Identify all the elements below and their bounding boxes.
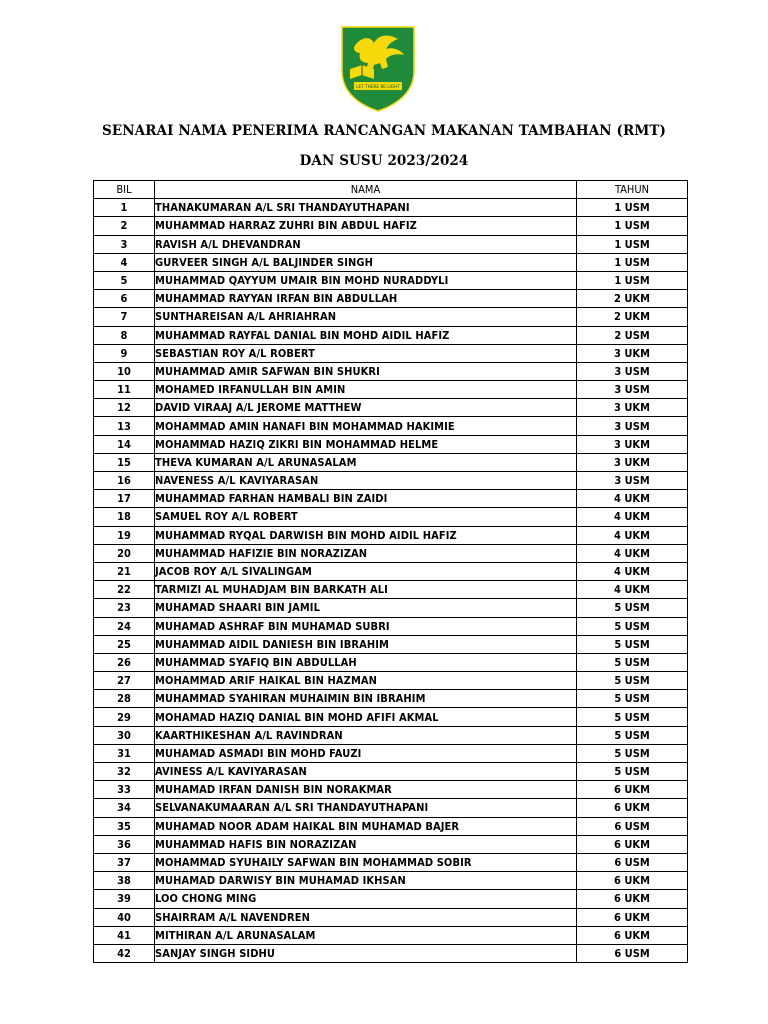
student-year: 5 USM	[577, 690, 688, 708]
student-year: 1 USM	[577, 199, 688, 217]
student-year: 5 USM	[577, 708, 688, 726]
table-row	[94, 562, 688, 580]
row-number: 8	[94, 326, 155, 344]
row-number: 18	[94, 508, 155, 526]
student-name: MUHAMMAD RAYFAL DANIAL BIN MOHD AIDIL HAFIZ	[155, 326, 577, 344]
student-name: SAMUEL ROY A/L ROBERT	[155, 508, 577, 526]
student-year: 6 UKM	[577, 835, 688, 853]
student-name: MUHAMMAD HARRAZ ZUHRI BIN ABDUL HAFIZ	[155, 217, 577, 235]
table-row	[94, 635, 688, 653]
student-year: 4 UKM	[577, 581, 688, 599]
student-name: MUHAMAD DARWISY BIN MUHAMAD IKHSAN	[155, 872, 577, 890]
table-row	[94, 290, 688, 308]
row-number: 21	[94, 562, 155, 580]
row-number: 37	[94, 853, 155, 871]
table-row	[94, 726, 688, 744]
student-name: SELVANAKUMAARAN A/L SRI THANDAYUTHAPANI	[155, 799, 577, 817]
student-year: 1 USM	[577, 217, 688, 235]
student-year: 3 UKM	[577, 399, 688, 417]
table-row	[94, 326, 688, 344]
student-name: MUHAMMAD RYQAL DARWISH BIN MOHD AIDIL HAFIZ	[155, 526, 577, 544]
row-number: 20	[94, 544, 155, 562]
student-year: 3 UKM	[577, 435, 688, 453]
student-name: MUHAMMAD SYAFIQ BIN ABDULLAH	[155, 653, 577, 671]
table-row	[94, 381, 688, 399]
student-name: KAARTHIKESHAN A/L RAVINDRAN	[155, 726, 577, 744]
student-year: 3 USM	[577, 472, 688, 490]
row-number: 40	[94, 908, 155, 926]
table-row	[94, 872, 688, 890]
student-name: NAVENESS A/L KAVIYARASAN	[155, 472, 577, 490]
row-number: 24	[94, 617, 155, 635]
table-body	[94, 199, 688, 963]
row-number: 32	[94, 763, 155, 781]
student-year: 4 UKM	[577, 508, 688, 526]
student-year: 2 UKM	[577, 308, 688, 326]
table-row	[94, 835, 688, 853]
student-year: 5 USM	[577, 744, 688, 762]
column-header-nama: NAMA	[155, 181, 577, 199]
row-number: 30	[94, 726, 155, 744]
document-title: SENARAI NAMA PENERIMA RANCANGAN MAKANAN TAMBAHAN (RMT)	[101, 123, 667, 139]
student-name: SUNTHAREISAN A/L AHRIAHRAN	[155, 308, 577, 326]
column-header-bil: BIL	[94, 181, 155, 199]
row-number: 15	[94, 453, 155, 471]
row-number: 41	[94, 926, 155, 944]
student-name: RAVISH A/L DHEVANDRAN	[155, 235, 577, 253]
table-row	[94, 544, 688, 562]
row-number: 12	[94, 399, 155, 417]
table-row	[94, 817, 688, 835]
student-name: THANAKUMARAN A/L SRI THANDAYUTHAPANI	[155, 199, 577, 217]
row-number: 28	[94, 690, 155, 708]
student-name: GURVEER SINGH A/L BALJINDER SINGH	[155, 253, 577, 271]
row-number: 11	[94, 381, 155, 399]
row-number: 39	[94, 890, 155, 908]
table-row	[94, 308, 688, 326]
student-year: 6 UKM	[577, 908, 688, 926]
row-number: 31	[94, 744, 155, 762]
row-number: 16	[94, 472, 155, 490]
student-year: 3 UKM	[577, 344, 688, 362]
table-row	[94, 781, 688, 799]
table-row	[94, 235, 688, 253]
row-number: 10	[94, 362, 155, 380]
table-row	[94, 672, 688, 690]
student-name: MOHAMAD HAZIQ DANIAL BIN MOHD AFIFI AKMAL	[155, 708, 577, 726]
row-number: 3	[94, 235, 155, 253]
row-number: 27	[94, 672, 155, 690]
document-subtitle: DAN SUSU 2023/2024	[299, 153, 469, 169]
table-row	[94, 944, 688, 962]
row-number: 9	[94, 344, 155, 362]
student-year: 6 UKM	[577, 781, 688, 799]
table-row	[94, 890, 688, 908]
student-year: 3 USM	[577, 362, 688, 380]
student-year: 6 UKM	[577, 872, 688, 890]
student-name: MUHAMAD ASMADI BIN MOHD FAUZI	[155, 744, 577, 762]
row-number: 7	[94, 308, 155, 326]
student-name: MUHAMAD IRFAN DANISH BIN NORAKMAR	[155, 781, 577, 799]
student-year: 4 UKM	[577, 562, 688, 580]
student-year: 6 UKM	[577, 799, 688, 817]
table-row	[94, 199, 688, 217]
table-row	[94, 435, 688, 453]
student-year: 1 USM	[577, 271, 688, 289]
row-number: 5	[94, 271, 155, 289]
student-name: MUHAMMAD SYAHIRAN MUHAIMIN BIN IBRAHIM	[155, 690, 577, 708]
row-number: 4	[94, 253, 155, 271]
student-name: MUHAMMAD RAYYAN IRFAN BIN ABDULLAH	[155, 290, 577, 308]
student-year: 1 USM	[577, 253, 688, 271]
student-name: MOHAMED IRFANULLAH BIN AMIN	[155, 381, 577, 399]
table-row	[94, 908, 688, 926]
student-year: 3 USM	[577, 381, 688, 399]
table-row	[94, 217, 688, 235]
row-number: 13	[94, 417, 155, 435]
row-number: 38	[94, 872, 155, 890]
table-row	[94, 581, 688, 599]
student-year: 4 UKM	[577, 490, 688, 508]
row-number: 19	[94, 526, 155, 544]
row-number: 26	[94, 653, 155, 671]
table-row	[94, 690, 688, 708]
student-name: LOO CHONG MING	[155, 890, 577, 908]
student-name: SANJAY SINGH SIDHU	[155, 944, 577, 962]
student-name: SHAIRRAM A/L NAVENDREN	[155, 908, 577, 926]
row-number: 23	[94, 599, 155, 617]
table-row	[94, 617, 688, 635]
student-name: MOHAMMAD SYUHAILY SAFWAN BIN MOHAMMAD SOBIR	[155, 853, 577, 871]
row-number: 34	[94, 799, 155, 817]
row-number: 35	[94, 817, 155, 835]
student-year: 4 UKM	[577, 526, 688, 544]
student-year: 2 UKM	[577, 290, 688, 308]
student-name: MITHIRAN A/L ARUNASALAM	[155, 926, 577, 944]
recipient-table	[93, 180, 688, 963]
student-name: JACOB ROY A/L SIVALINGAM	[155, 562, 577, 580]
table-row	[94, 490, 688, 508]
table-row	[94, 472, 688, 490]
student-year: 5 USM	[577, 672, 688, 690]
column-header-tahun: TAHUN	[577, 181, 688, 199]
table-row	[94, 508, 688, 526]
student-year: 6 USM	[577, 944, 688, 962]
row-number: 22	[94, 581, 155, 599]
table-row	[94, 362, 688, 380]
row-number: 17	[94, 490, 155, 508]
student-year: 5 USM	[577, 763, 688, 781]
student-year: 5 USM	[577, 617, 688, 635]
table-row	[94, 599, 688, 617]
student-year: 1 USM	[577, 235, 688, 253]
student-year: 3 UKM	[577, 453, 688, 471]
table-row	[94, 708, 688, 726]
student-name: MUHAMMAD AIDIL DANIESH BIN IBRAHIM	[155, 635, 577, 653]
student-name: THEVA KUMARAN A/L ARUNASALAM	[155, 453, 577, 471]
table-header-row	[94, 181, 688, 199]
student-year: 6 USM	[577, 817, 688, 835]
row-number: 14	[94, 435, 155, 453]
row-number: 29	[94, 708, 155, 726]
row-number: 42	[94, 944, 155, 962]
table-row	[94, 653, 688, 671]
student-name: AVINESS A/L KAVIYARASAN	[155, 763, 577, 781]
student-name: MUHAMMAD HAFIS BIN NORAZIZAN	[155, 835, 577, 853]
table-row	[94, 399, 688, 417]
student-name: TARMIZI AL MUHADJAM BIN BARKATH ALI	[155, 581, 577, 599]
student-name: MOHAMMAD HAZIQ ZIKRI BIN MOHAMMAD HELME	[155, 435, 577, 453]
student-year: 5 USM	[577, 635, 688, 653]
student-year: 2 USM	[577, 326, 688, 344]
student-name: MUHAMMAD AMIR SAFWAN BIN SHUKRI	[155, 362, 577, 380]
row-number: 1	[94, 199, 155, 217]
row-number: 33	[94, 781, 155, 799]
student-name: MOHAMMAD ARIF HAIKAL BIN HAZMAN	[155, 672, 577, 690]
table-row	[94, 271, 688, 289]
motto-text: LET THERE BE LIGHT	[356, 84, 400, 89]
row-number: 36	[94, 835, 155, 853]
table-row	[94, 417, 688, 435]
student-name: MUHAMAD NOOR ADAM HAIKAL BIN MUHAMAD BAJER	[155, 817, 577, 835]
student-name: MUHAMMAD FARHAN HAMBALI BIN ZAIDI	[155, 490, 577, 508]
table-row	[94, 453, 688, 471]
student-name: SEBASTIAN ROY A/L ROBERT	[155, 344, 577, 362]
student-name: MUHAMMAD QAYYUM UMAIR BIN MOHD NURADDYLI	[155, 271, 577, 289]
school-crest-logo	[340, 25, 416, 113]
student-year: 3 USM	[577, 417, 688, 435]
student-year: 5 USM	[577, 726, 688, 744]
student-name: DAVID VIRAAJ A/L JEROME MATTHEW	[155, 399, 577, 417]
table-row	[94, 799, 688, 817]
row-number: 2	[94, 217, 155, 235]
row-number: 6	[94, 290, 155, 308]
student-name: MUHAMMAD HAFIZIE BIN NORAZIZAN	[155, 544, 577, 562]
student-year: 6 UKM	[577, 926, 688, 944]
student-name: MOHAMMAD AMIN HANAFI BIN MOHAMMAD HAKIMIE	[155, 417, 577, 435]
student-year: 6 USM	[577, 853, 688, 871]
student-year: 6 UKM	[577, 890, 688, 908]
table-row	[94, 853, 688, 871]
table-row	[94, 763, 688, 781]
row-number: 25	[94, 635, 155, 653]
student-name: MUHAMAD ASHRAF BIN MUHAMAD SUBRI	[155, 617, 577, 635]
table-row	[94, 526, 688, 544]
table-row	[94, 744, 688, 762]
student-year: 5 USM	[577, 599, 688, 617]
table-row	[94, 344, 688, 362]
student-year: 5 USM	[577, 653, 688, 671]
student-year: 4 UKM	[577, 544, 688, 562]
table-row	[94, 926, 688, 944]
table-row	[94, 253, 688, 271]
student-name: MUHAMAD SHAARI BIN JAMIL	[155, 599, 577, 617]
